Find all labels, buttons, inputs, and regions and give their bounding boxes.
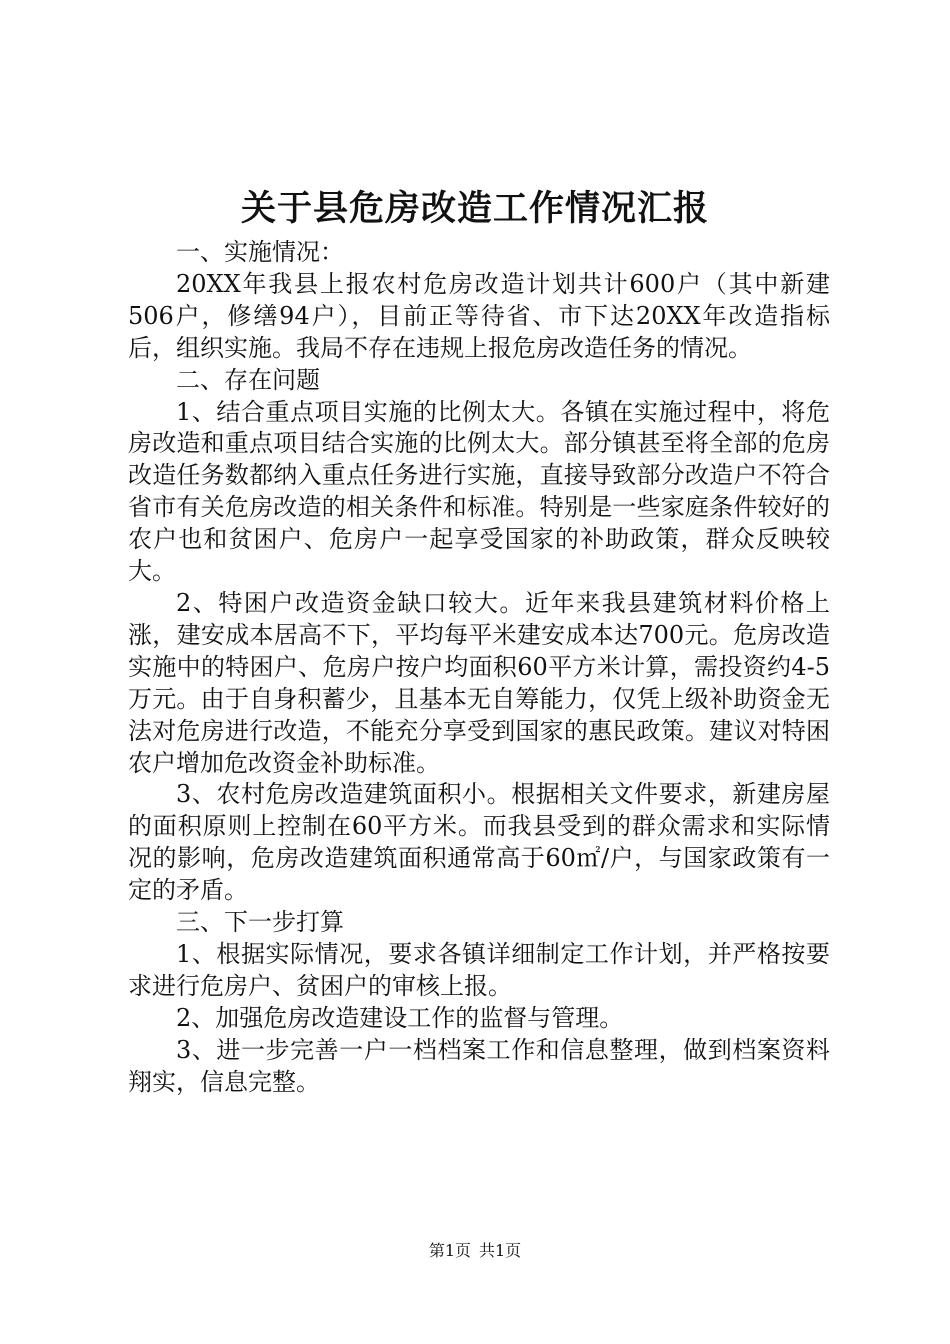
document-title: 关于县危房改造工作情况汇报	[240, 188, 709, 229]
document-body	[128, 237, 830, 1098]
section-heading-next-steps: 三、下一步打算	[176, 908, 344, 937]
page-total: 共1页	[479, 1241, 522, 1260]
paragraph-problem-3: 3、农村危房改造建筑面积小。根据相关文件要求，新建房屋的面积原则上控制在60平方米。而我县受到的群众需求和实际情况的影响，危房改造建筑面积通常高于60㎡/户，与国家政策有一定的矛盾。	[128, 780, 830, 905]
paragraph-next-step-2: 2、加强危房改造建设工作的监督与管理。	[176, 1003, 624, 1032]
paragraph-implementation: 20XX年我县上报农村危房改造计划共计600户（其中新建506户，修缮94户），目前正等待省、市下达20XX年改造指标后，组织实施。我局不存在违规上报危房改造任务的情况。	[128, 269, 830, 362]
section-heading-problems: 二、存在问题	[176, 365, 320, 394]
paragraph-problem-2: 2、特困户改造资金缺口较大。近年来我县建筑材料价格上涨，建安成本居高不下，平均每平米建安成本达700元。危房改造实施中的特困户、危房户按户均面积60平方米计算，需投资约4-5万元。由于自身积蓄少，且基本无自筹能力，仅凭上级补助资金无法对危房进行改造，不能充分享受到国家的惠民政策。建议对特困农户增加危改资金补助标准。	[128, 588, 830, 777]
page-number: 第1页	[428, 1241, 471, 1260]
page-footer	[0, 1241, 950, 1261]
paragraph-next-step-1: 1、根据实际情况，要求各镇详细制定工作计划，并严格按要求进行危房户、贫困户的审核上报。	[128, 939, 830, 1000]
paragraph-problem-1: 1、结合重点项目实施的比例太大。各镇在实施过程中，将危房改造和重点项目结合实施的比例太大。部分镇甚至将全部的危房改造任务数都纳入重点任务进行实施，直接导致部分改造户不符合省市有关危房改造的相关条件和标准。特别是一些家庭条件较好的农户也和贫困户、危房户一起享受国家的补助政策，群众反映较大。	[128, 397, 830, 586]
section-heading-implementation: 一、实施情况：	[176, 238, 344, 266]
paragraph-next-step-3: 3、进一步完善一户一档档案工作和信息整理，做到档案资料翔实，信息完整。	[128, 1035, 830, 1096]
